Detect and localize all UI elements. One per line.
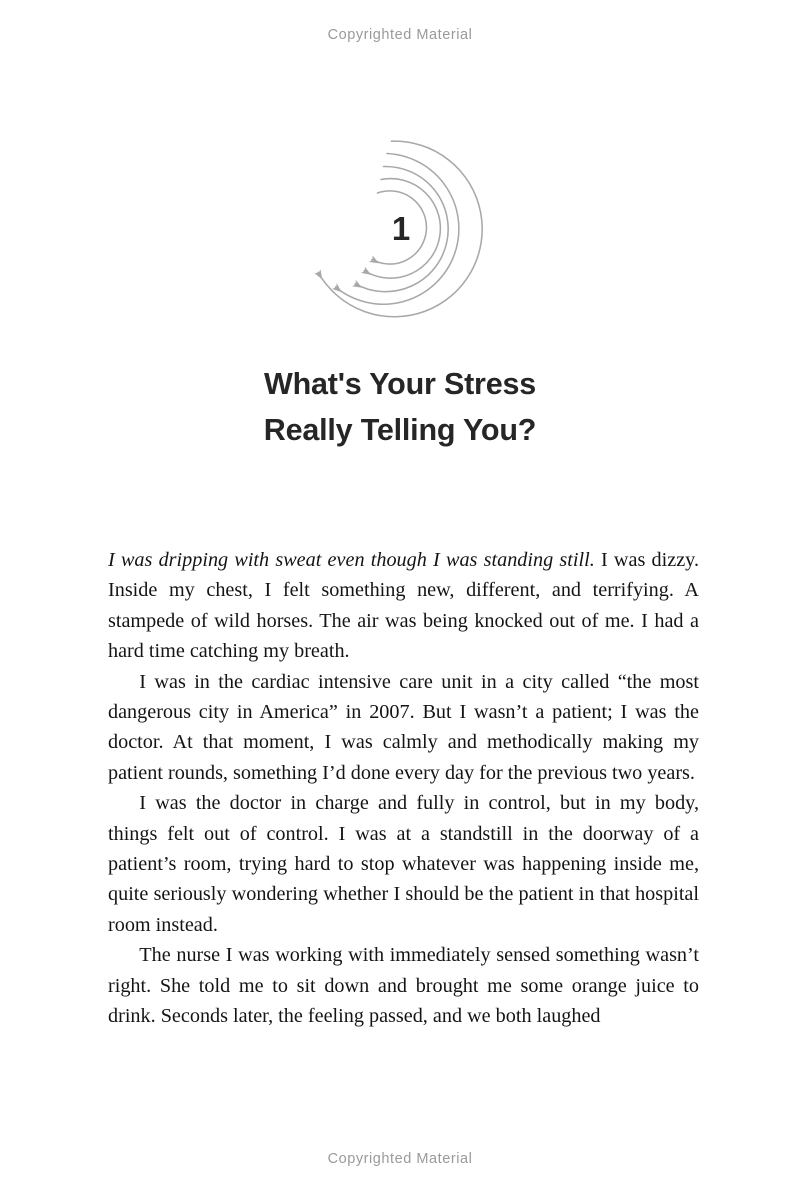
chapter-title (0, 361, 800, 453)
body-paragraph-1 (108, 545, 699, 667)
copyright-watermark-bottom: Copyrighted Material (327, 1151, 473, 1167)
chapter-ornament (0, 136, 800, 322)
body-paragraph-3: I was the doctor in charge and fully in control, but in my body, things felt out of control. I was at a standstill in the doorway of a patient’s room, trying hard to stop whatever was happening inside me, quite seriously wondering whether I should be the patient in that hospital room instead. (108, 792, 699, 936)
chapter-title-line-1: What's Your Stress (263, 367, 537, 402)
chapter-body-text (108, 545, 699, 1032)
chapter-title-line-2: Really Telling You? (263, 413, 537, 448)
chapter-number: 1 (391, 210, 411, 247)
body-lead-in-italic: I was dripping with sweat even though I was standing still. (108, 549, 595, 571)
body-paragraph-4: The nurse I was working with immediately sensed something wasn’t right. She told me to sit down and brought me some orange juice to drink. Seconds later, the feeling passed, and we both laughed (108, 944, 699, 1028)
body-paragraph-1-text: I was dizzy. Inside my chest, I felt something new, different, and terrifying. A stampede of wild horses. The air was being knocked out of me. I had a hard time catching my breath. (108, 549, 699, 663)
copyright-watermark-top: Copyrighted Material (327, 27, 473, 43)
body-paragraph-2: I was in the cardiac intensive care unit in a city called “the most dangerous city in America” in 2007. But I wasn’t a patient; I was the doctor. At that moment, I was calmly and methodically making my patient rounds, something I’d done every day for the previous two years. (108, 670, 699, 784)
